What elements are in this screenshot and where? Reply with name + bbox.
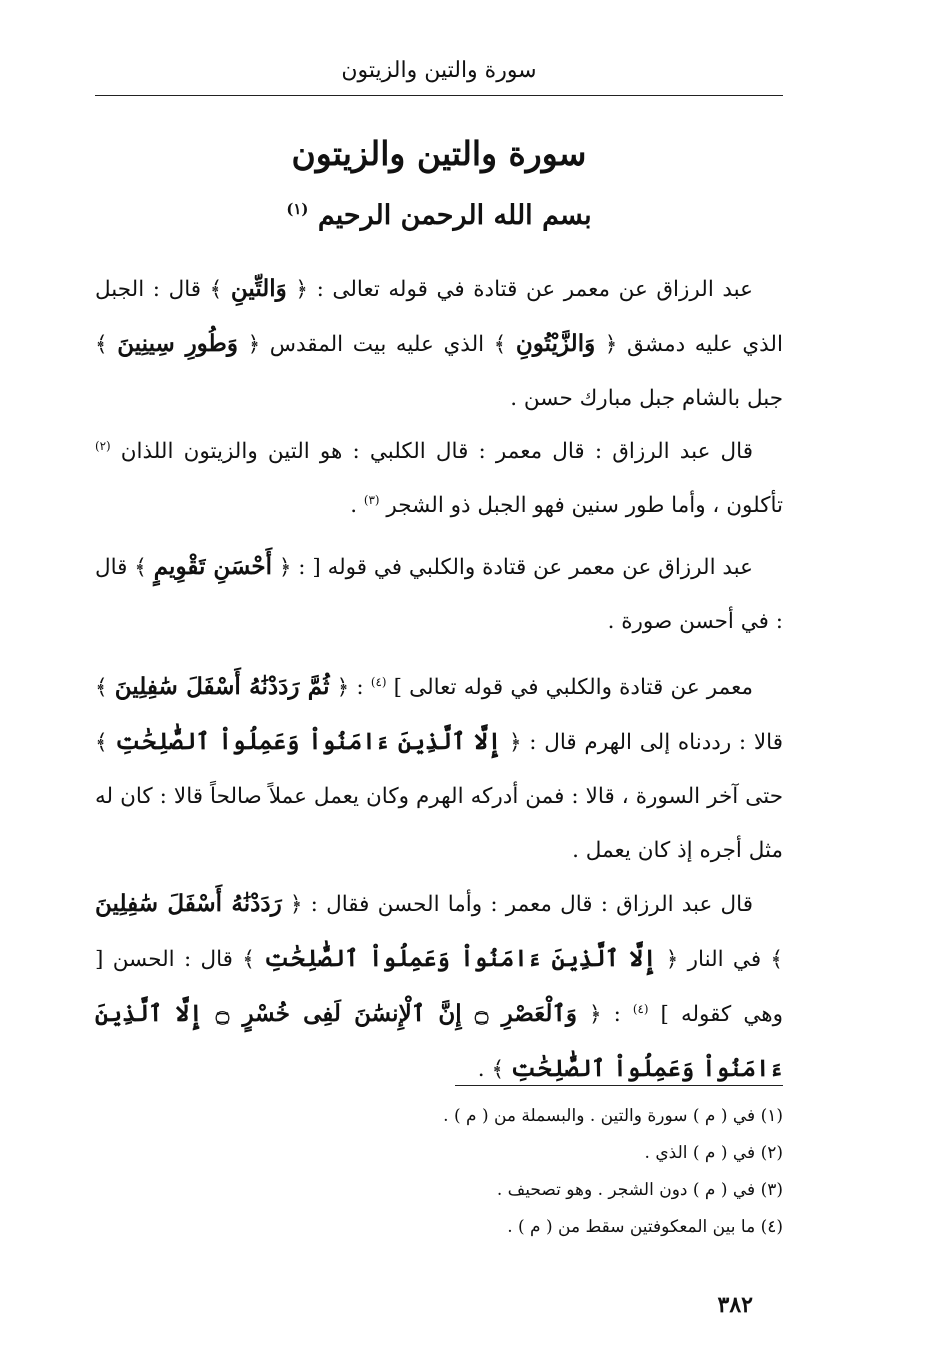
footnote-divider [455, 1085, 783, 1086]
text-run: قال عبد الرزاق : قال معمر : قال الكلبي : هو التين والزيتون اللذان [120, 439, 753, 464]
footnote-marker: (٤) [370, 674, 387, 689]
running-title: سورة والتين والزيتون [341, 58, 537, 83]
text-run: ﴾ قال : الجبل الذي عليه دمشق ﴿ [95, 277, 783, 357]
footnote-marker: (٣) [363, 492, 380, 507]
footnote-marker: (١) [286, 200, 309, 218]
text-run: ﴾ جبل بالشام جبل مبارك حسن . [95, 332, 783, 411]
paragraph-5 [95, 877, 783, 1097]
quran-quote: وَطُورِ سِينِينَ [117, 330, 238, 357]
footnote: (٢) في ( م ) الذي . [644, 1143, 783, 1163]
paragraph-3 [95, 540, 783, 649]
header-divider [95, 95, 783, 96]
paragraph-4 [95, 660, 783, 878]
text-run: معمر عن قتادة والكلبي في قوله تعالى ] [393, 675, 753, 700]
quran-quote: رَدَدْنَٰهُ أَسْفَلَ سَٰفِلِينَ [95, 890, 282, 917]
surah-title: سورة والتين والزيتون [291, 134, 587, 173]
footnotes [95, 1098, 783, 1246]
page-number: ٣٨٢ [717, 1292, 753, 1318]
text-run: تأكلون ، وأما طور سنين فهو الجبل ذو الشجر [386, 493, 783, 518]
text-run: : ﴿ [588, 1002, 621, 1027]
quran-quote: إِلَّا ٱلَّذِينَ ءَامَنُواْ وَعَمِلُواْ ٱلصَّٰلِحَٰتِ [115, 728, 502, 755]
quran-quote: وَالتِّينِ [230, 275, 287, 302]
paragraph-1 [95, 262, 783, 426]
quran-quote: وَالزَّيْتُونِ [515, 330, 596, 357]
footnote: (٣) في ( م ) دون الشجر . وهو تصحيف . [496, 1180, 783, 1200]
text-run: ﴾ في النار ﴿ [665, 947, 784, 972]
text-run: عبد الرزاق عن معمر عن قتادة في قوله تعالى : ﴿ [295, 277, 753, 302]
quran-quote: إِلَّا ٱلَّذِينَ ءَامَنُواْ وَعَمِلُواْ ٱلصَّٰلِحَٰتِ [264, 945, 657, 972]
basmala [95, 196, 783, 236]
text-run: ﴾ قال : في أحسن صورة . [95, 555, 783, 634]
paragraph-2 [95, 425, 783, 533]
text-run: : ﴿ [336, 675, 364, 700]
basmala-text: بسم الله الرحمن الرحيم [317, 200, 592, 231]
quran-quote: ثُمَّ رَدَدْنَٰهُ أَسْفَلَ سَٰفِلِينَ [114, 673, 330, 700]
quran-quote: أَحْسَنِ تَقْوِيمٍ [153, 553, 273, 580]
text-run: ﴾ الذي عليه بيت المقدس ﴿ [247, 332, 507, 357]
text-run: قال عبد الرزاق : قال معمر : وأما الحسن فقال : ﴿ [289, 892, 753, 917]
text-run: عبد الرزاق عن معمر عن قتادة والكلبي في قوله [ : ﴿ [278, 555, 753, 580]
text-run: ﴾ قالا : رددناه إلى الهرم قال : ﴿ [95, 675, 783, 755]
text-run: ﴾ . [477, 1057, 505, 1082]
quran-quote: وَٱلْعَصْرِ ۝ إِنَّ ٱلْإِنسَٰنَ لَفِى خُسْرٍ ۝ إِلَّا ٱلَّذِينَ ءَامَنُواْ وَعَمِلُواْ ٱلصَّٰلِحَٰتِ [95, 1000, 783, 1082]
text-run: ﴾ حتى آخر السورة ، قالا : فمن أدركه الهرم وكان يعمل عملاً صالحاً قالا : كان له مثل أجره إذ كان يعمل . [95, 730, 783, 863]
text-run: ﴾ قال : الحسن [ وهي كقوله ] [95, 947, 783, 1027]
footnote-marker: (٤) [632, 1001, 649, 1016]
footnote: (٤) ما بين المعكوفتين سقط من ( م ) . [507, 1217, 783, 1237]
footnote: (١) في ( م ) سورة والتين . والبسملة من ( م ) . [443, 1106, 783, 1126]
text-run: . [350, 493, 358, 518]
footnote-marker: (٢) [95, 438, 111, 453]
